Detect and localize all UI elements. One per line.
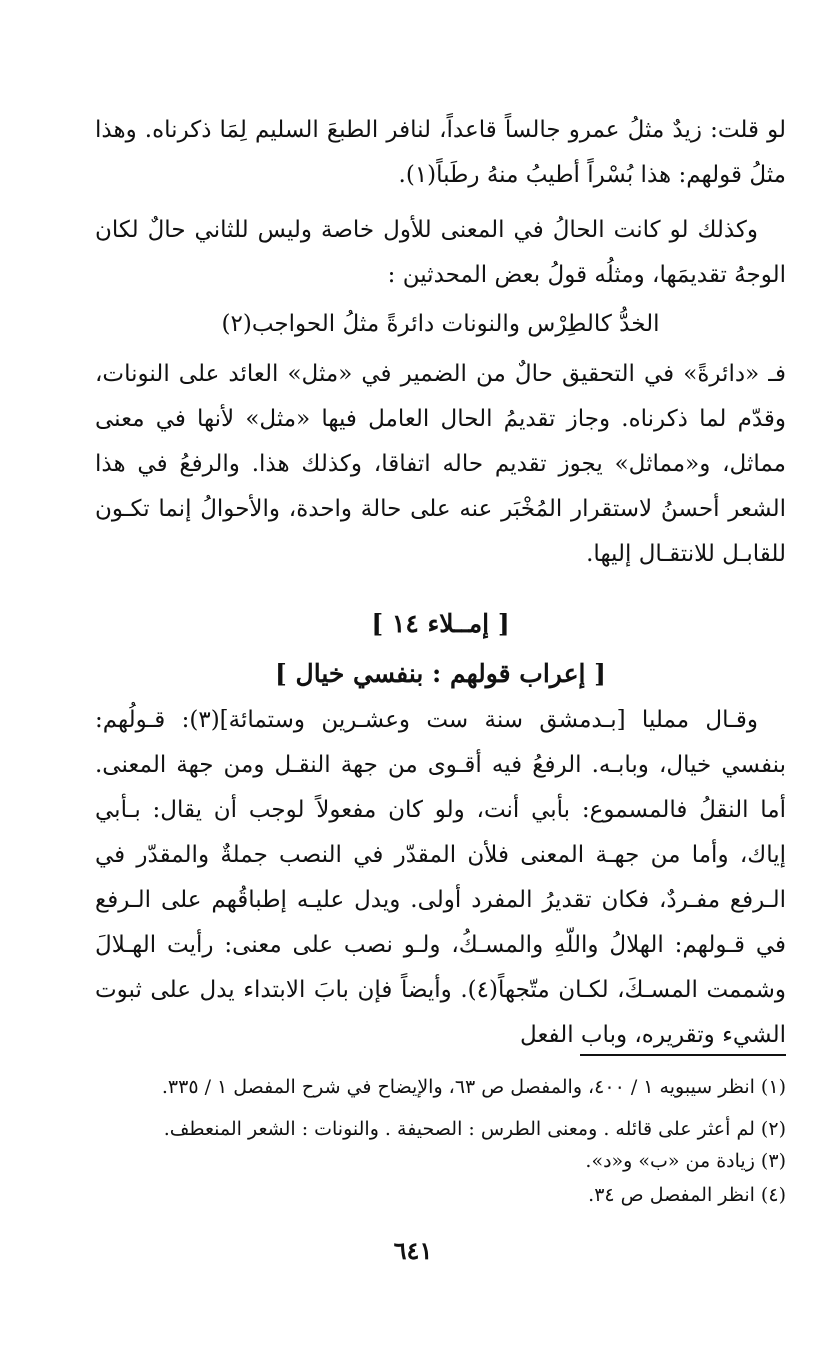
section-heading-title: [ إعراب قولهم : بنفسي خيال ] (275, 659, 606, 688)
page-number: ٦٤١ (393, 1236, 433, 1265)
footnote-3: (٣) زيادة من «ب» و«د». (585, 1150, 786, 1172)
footnote-2: (٢) لم أعثر على قائله . ومعنى الطرس : الصحيفة . والنونات : الشعر المنعطف. (163, 1118, 786, 1140)
paragraph-3: فـ «دائرةً» في التحقيق حالٌ من الضمير في «مثل» العائد على النونات، وقدّم لما ذكرناه. وجاز تقديمُ الحال العامل فيها «مثل» لأنها في معنى مماثل، و«مماثل» يجوز تقديم حاله اتفاقا، وكذلك هذا. والرفعُ في هذا الشعر أحسنُ لاستقرار المُخْبَر عنه على حالة واحدة، والأحوالُ إنما تكـون للقابـل للانتقـال إليها. (95, 361, 786, 567)
paragraph-1: لو قلت: زيدٌ مثلُ عمرو جالساً قاعداً، لنافر الطبعَ السليم لِمَا ذكرناه. وهذا مثلُ قولهم: هذا بُسْراً أطيبُ منهُ رطَباً(١). (95, 117, 786, 188)
poetry-verse: الخدُّ كالطِرْس والنونات دائرةً مثلُ الحواجب(٢) (221, 311, 660, 337)
paragraph-4: وقـال ممليا [بـدمشق سنة ست وعشـرين وستمائة](٣): قـولُهم: بنفسي خيال، وبابـه. الرفعُ فيه أقـوى من جهة النقـل ومن جهة المعنى. أما النقلُ فالمسموع: بأبي أنت، ولو كان مفعولاً لوجب أن يقال: بـأبي إياك، وأما من جهـة المعنى فلأن المقدّر في النصب جملةٌ والمقدّر في الـرفع مفـردٌ، فكان تقديرُ المفرد أولى. ويدل عليـه إطباقُهم على الـرفع في قـولهم: الهلالُ واللّهِ والمسـكُ، ولـو نصب على معنى: رأيت الهـلالَ وشممت المسـكَ، لكـان متّجهاً(٤). وأيضاً فإن بابَ الابتداء يدل على ثبوت الشيء وتقريره، وباب الفعل (95, 707, 786, 1048)
section-heading-imla: [ إمــلاء ١٤ ] (371, 609, 510, 638)
footnote-divider (580, 1054, 786, 1056)
footnote-4: (٤) انظر المفصل ص ٣٤. (588, 1184, 786, 1206)
paragraph-2: وكذلك لو كانت الحالُ في المعنى للأول خاصة وليس للثاني حالٌ لكان الوجهُ تقديمَها، ومثلُه قولُ بعض المحدثين : (95, 217, 786, 288)
footnote-1: (١) انظر سيبويه ١ / ٤٠٠، والمفصل ص ٦٣، والإيضاح في شرح المفصل ١ / ٣٣٥. (161, 1076, 786, 1098)
